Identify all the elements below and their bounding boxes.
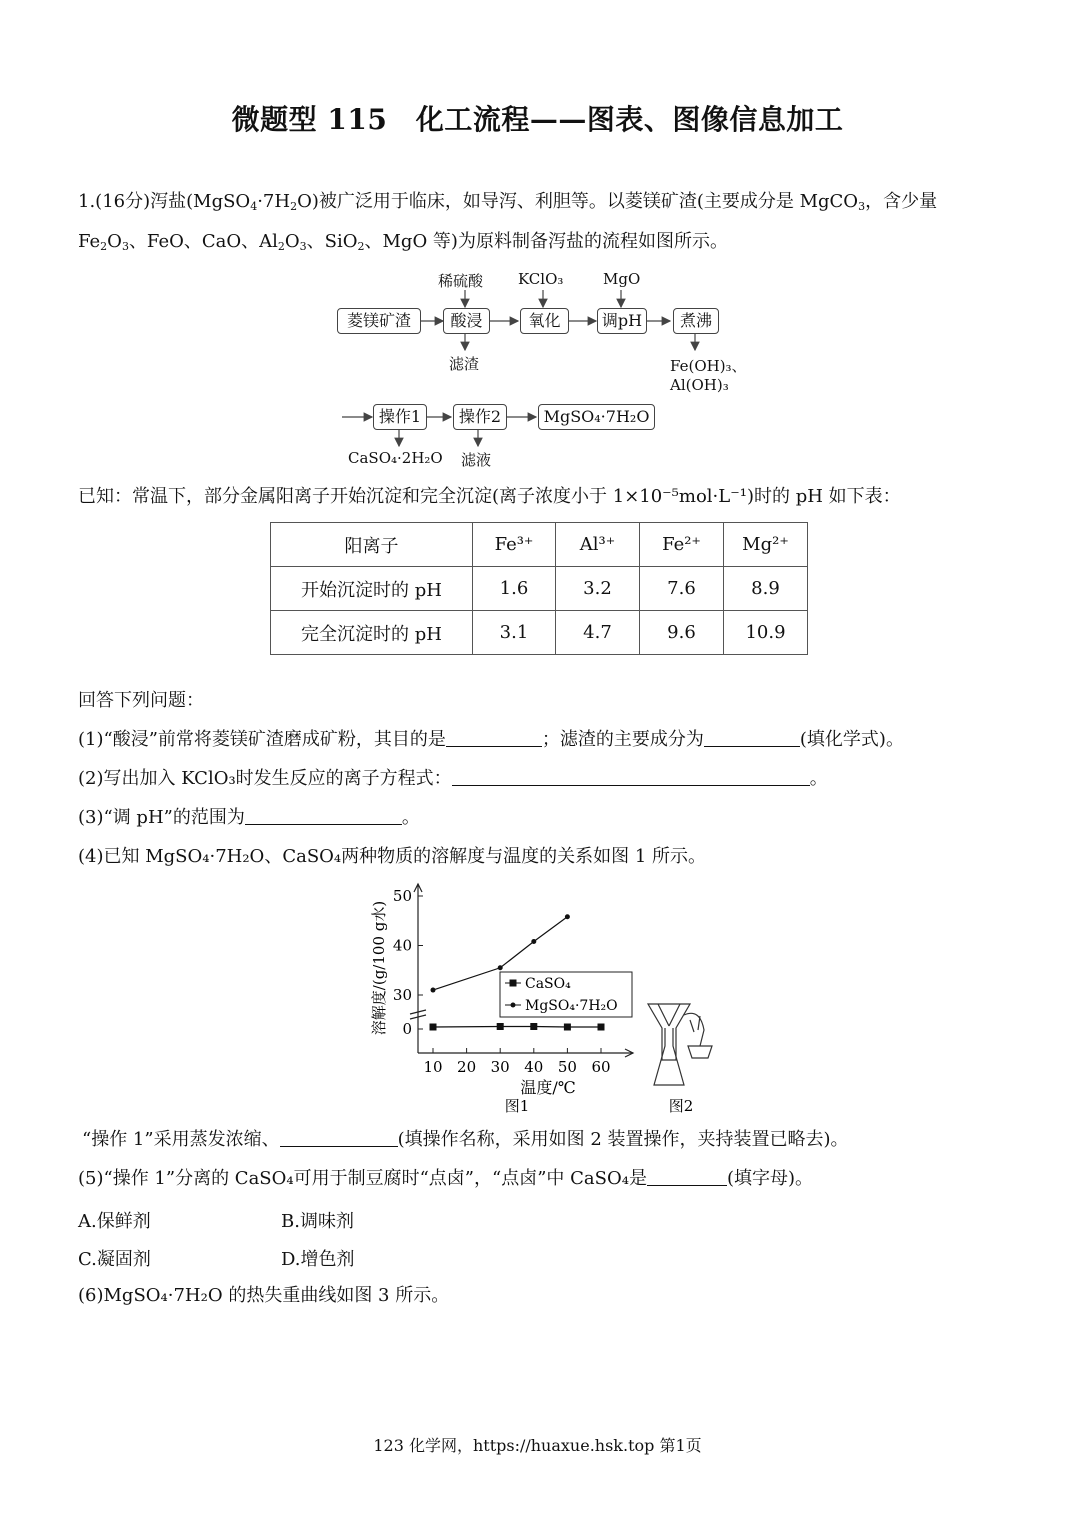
answer-intro: 回答下列问题： bbox=[78, 690, 204, 711]
data-point-mgso4 bbox=[565, 914, 570, 919]
data-point-mgso4 bbox=[531, 939, 536, 944]
evaporation-apparatus-figure bbox=[648, 1004, 712, 1085]
question-1: (1)“酸浸”前常将菱镁矿渣磨成矿粉，其目的是 ；滤渣的主要成分为 (填化学式)。 bbox=[78, 729, 904, 750]
ph-table bbox=[270, 522, 808, 655]
byproduct-aloh3-label: Al(OH)₃ bbox=[670, 376, 729, 394]
answer-blank[interactable] bbox=[446, 728, 542, 747]
data-point-caso4 bbox=[598, 1024, 605, 1031]
reagent-dilute-sulfuric-acid: 稀硫酸 bbox=[438, 272, 484, 290]
answer-blank[interactable] bbox=[452, 767, 810, 786]
question-6: (6)MgSO₄·7H₂O 的热失重曲线如图 3 所示。 bbox=[78, 1285, 450, 1306]
data-point-caso4 bbox=[430, 1024, 437, 1031]
answer-blank[interactable] bbox=[647, 1167, 727, 1186]
question-2: (2)写出加入 KClO₃时发生反应的离子方程式： 。 bbox=[78, 768, 828, 789]
table-row bbox=[271, 523, 808, 567]
byproduct-feoh3-label: Fe(OH)₃、 bbox=[670, 357, 747, 375]
option-a[interactable]: A.保鲜剂 bbox=[78, 1211, 151, 1232]
x-axis-label: 温度/℃ bbox=[520, 1078, 576, 1097]
flow-box-operation-2: 操作2 bbox=[453, 404, 507, 430]
y-tick-label: 50 bbox=[392, 887, 412, 905]
option-d[interactable]: D.增色剂 bbox=[281, 1249, 355, 1270]
figure-2-caption: 图2 bbox=[668, 1097, 694, 1115]
reagent-mgo: MgO bbox=[603, 270, 641, 288]
page-title: 微题型 115 化工流程——图表、图像信息加工 bbox=[231, 103, 844, 136]
table-cell: 4.7 bbox=[556, 611, 640, 655]
legend-marker-caso4 bbox=[510, 980, 517, 987]
output-filtrate-label: 滤液 bbox=[461, 451, 492, 469]
answer-blank[interactable] bbox=[245, 806, 402, 825]
data-point-caso4 bbox=[564, 1024, 571, 1031]
table-row bbox=[271, 611, 808, 655]
table-cell: 3.2 bbox=[556, 567, 640, 611]
residue-label: 滤渣 bbox=[449, 355, 480, 373]
table-cell: Al³⁺ bbox=[556, 523, 640, 567]
data-point-caso4 bbox=[497, 1023, 504, 1030]
known-conditions-text: 已知：常温下，部分金属阳离子开始沉淀和完全沉淀(离子浓度小于 1×10⁻⁵mol·L⁻¹)时的 pH 如下表： bbox=[78, 486, 901, 507]
flow-box-boil: 煮沸 bbox=[673, 308, 719, 334]
table-cell: 7.6 bbox=[640, 567, 724, 611]
table-cell: Fe²⁺ bbox=[640, 523, 724, 567]
legend-label-mgso4: MgSO₄·7H₂O bbox=[525, 998, 618, 1014]
flow-box-adjust-ph: 调pH bbox=[597, 308, 647, 334]
flow-box-oxidation: 氧化 bbox=[520, 308, 569, 334]
y-tick-label: 0 bbox=[402, 1020, 412, 1038]
flow-box-operation-1: 操作1 bbox=[373, 404, 427, 430]
table-cell: 3.1 bbox=[473, 611, 556, 655]
flow-box-raw-slag: 菱镁矿渣 bbox=[337, 308, 421, 334]
answer-blank[interactable] bbox=[704, 728, 800, 747]
x-tick-label: 20 bbox=[457, 1058, 477, 1076]
flow-box-acid-leach: 酸浸 bbox=[443, 308, 490, 334]
series-line-caso4 bbox=[433, 1027, 601, 1028]
y-tick-label: 40 bbox=[392, 936, 412, 955]
question-5: (5)“操作 1”分离的 CaSO₄可用于制豆腐时“点卤”，“点卤”中 CaSO₄是 (填字母)。 bbox=[78, 1168, 813, 1189]
table-cell: 8.9 bbox=[724, 567, 808, 611]
reagent-kclo3: KClO₃ bbox=[518, 270, 564, 288]
x-tick-label: 10 bbox=[423, 1058, 443, 1076]
table-cell: 阳离子 bbox=[271, 523, 473, 567]
x-tick-label: 30 bbox=[490, 1058, 510, 1076]
y-axis-label: 溶解度/(g/100 g水) bbox=[370, 900, 388, 1036]
table-row bbox=[271, 567, 808, 611]
output-caso4-label: CaSO₄·2H₂O bbox=[348, 449, 443, 467]
question-4-continued: “操作 1”采用蒸发浓缩、 (填操作名称，采用如图 2 装置操作，夹持装置已略去)。 bbox=[82, 1129, 849, 1150]
answer-blank[interactable] bbox=[280, 1128, 398, 1147]
option-c[interactable]: C.凝固剂 bbox=[78, 1249, 151, 1270]
table-cell: 10.9 bbox=[724, 611, 808, 655]
solubility-chart bbox=[0, 876, 1075, 1116]
legend-label-caso4: CaSO₄ bbox=[525, 976, 571, 992]
data-point-mgso4 bbox=[498, 965, 503, 970]
question-4: (4)已知 MgSO₄·7H₂O、CaSO₄两种物质的溶解度与温度的关系如图 1 所示。 bbox=[78, 846, 707, 867]
option-b[interactable]: B.调味剂 bbox=[281, 1211, 354, 1232]
x-tick-label: 40 bbox=[524, 1058, 544, 1076]
question-intro-line-1: 1.(16分)泻盐$(MgSO_4\cdot 7H_2O)$被广泛用于临床，如导泻、利胆等。以菱镁矿渣(主要成分是 MgCO$_3$，含少量 bbox=[78, 191, 938, 213]
table-cell: 开始沉淀时的 pH bbox=[271, 567, 473, 611]
figure-1-caption: 图1 bbox=[504, 1097, 530, 1115]
table-cell: Mg²⁺ bbox=[724, 523, 808, 567]
table-cell: 1.6 bbox=[473, 567, 556, 611]
y-tick-label: 30 bbox=[392, 986, 412, 1004]
data-point-mgso4 bbox=[431, 988, 436, 993]
legend-marker-mgso4 bbox=[511, 1003, 516, 1008]
x-tick-label: 50 bbox=[557, 1058, 577, 1076]
question-intro-line-2: $Fe_2O_3$、FeO、CaO、$Al_2O_3$、SiO$_2$、MgO 等)为原料制备泻盐的流程如图所示。 bbox=[78, 231, 728, 253]
table-cell: 9.6 bbox=[640, 611, 724, 655]
x-tick-label: 60 bbox=[591, 1058, 611, 1076]
question-3: (3)“调 pH”的范围为 。 bbox=[78, 807, 420, 828]
flow-box-product: MgSO₄·7H₂O bbox=[538, 404, 655, 430]
data-point-caso4 bbox=[530, 1023, 537, 1030]
page-footer: 123 化学网，https://huaxue.hsk.top 第1页 bbox=[373, 1436, 702, 1455]
table-cell: Fe³⁺ bbox=[473, 523, 556, 567]
table-cell: 完全沉淀时的 pH bbox=[271, 611, 473, 655]
